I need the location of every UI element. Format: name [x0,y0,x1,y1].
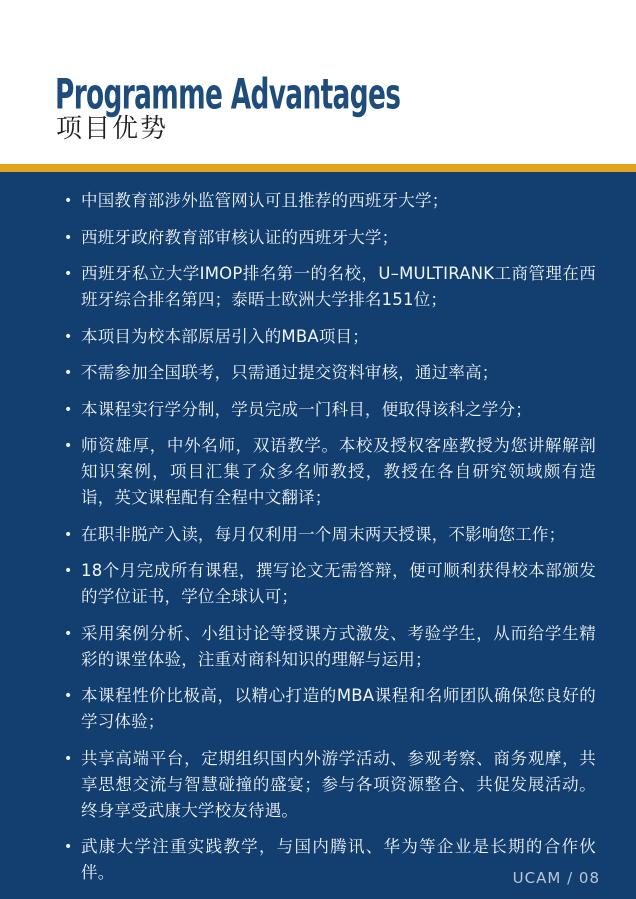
list-item: • 师资雄厚，中外名师，双语教学。本校及授权客座教授为您讲解解剖知识案例，项目汇集了众多名师教授，教授在各自研究领域颇有造诣，英文课程配有全程中文翻译； [64,433,596,511]
list-item: • 西班牙私立大学IMOP排名第一的名校，U–MULTIRANK工商管理在西班牙综合排名第四；泰晤士欧洲大学排名151位； [64,261,596,313]
page-title-chinese: 项目优势 [56,114,169,144]
list-item: • 采用案例分析、小组讨论等授课方式激发、考验学生，从而给学生精彩的课堂体验，注重对商科知识的理解与运用； [64,621,596,673]
advantage-list [0,172,636,886]
list-item: • 18个月完成所有课程，撰写论文无需答辩，便可顺利获得校本部颁发的学位证书，学位全球认可； [64,558,596,610]
list-item: • 中国教育部涉外监管网认可且推荐的西班牙大学； [64,188,596,214]
list-item: • 不需参加全国联考，只需通过提交资料审核，通过率高； [64,360,596,386]
page-number: UCAM / 08 [512,869,600,887]
content-panel [0,172,636,899]
list-item: • 本项目为校本部原居引入的MBA项目； [64,324,596,350]
page-title-english: Programme Advantages [55,70,401,120]
list-item: • 本课程性价比极高，以精心打造的MBA课程和名师团队确保您良好的学习体验； [64,683,596,735]
list-item: • 武康大学注重实践教学，与国内腾讯、华为等企业是长期的合作伙伴。 [64,834,596,886]
page-header [0,0,636,164]
list-item: • 共享高端平台，定期组织国内外游学活动、参观考察、商务观摩，共享思想交流与智慧碰撞的盛宴；参与各项资源整合、共促发展活动。终身享受武康大学校友待遇。 [64,746,596,824]
list-item: • 西班牙政府教育部审核认证的西班牙大学； [64,225,596,251]
list-item: • 在职非脱产入读，每月仅利用一个周末两天授课，不影响您工作； [64,522,596,548]
gold-divider [0,164,636,172]
list-item: • 本课程实行学分制，学员完成一门科目，便取得该科之学分； [64,397,596,423]
